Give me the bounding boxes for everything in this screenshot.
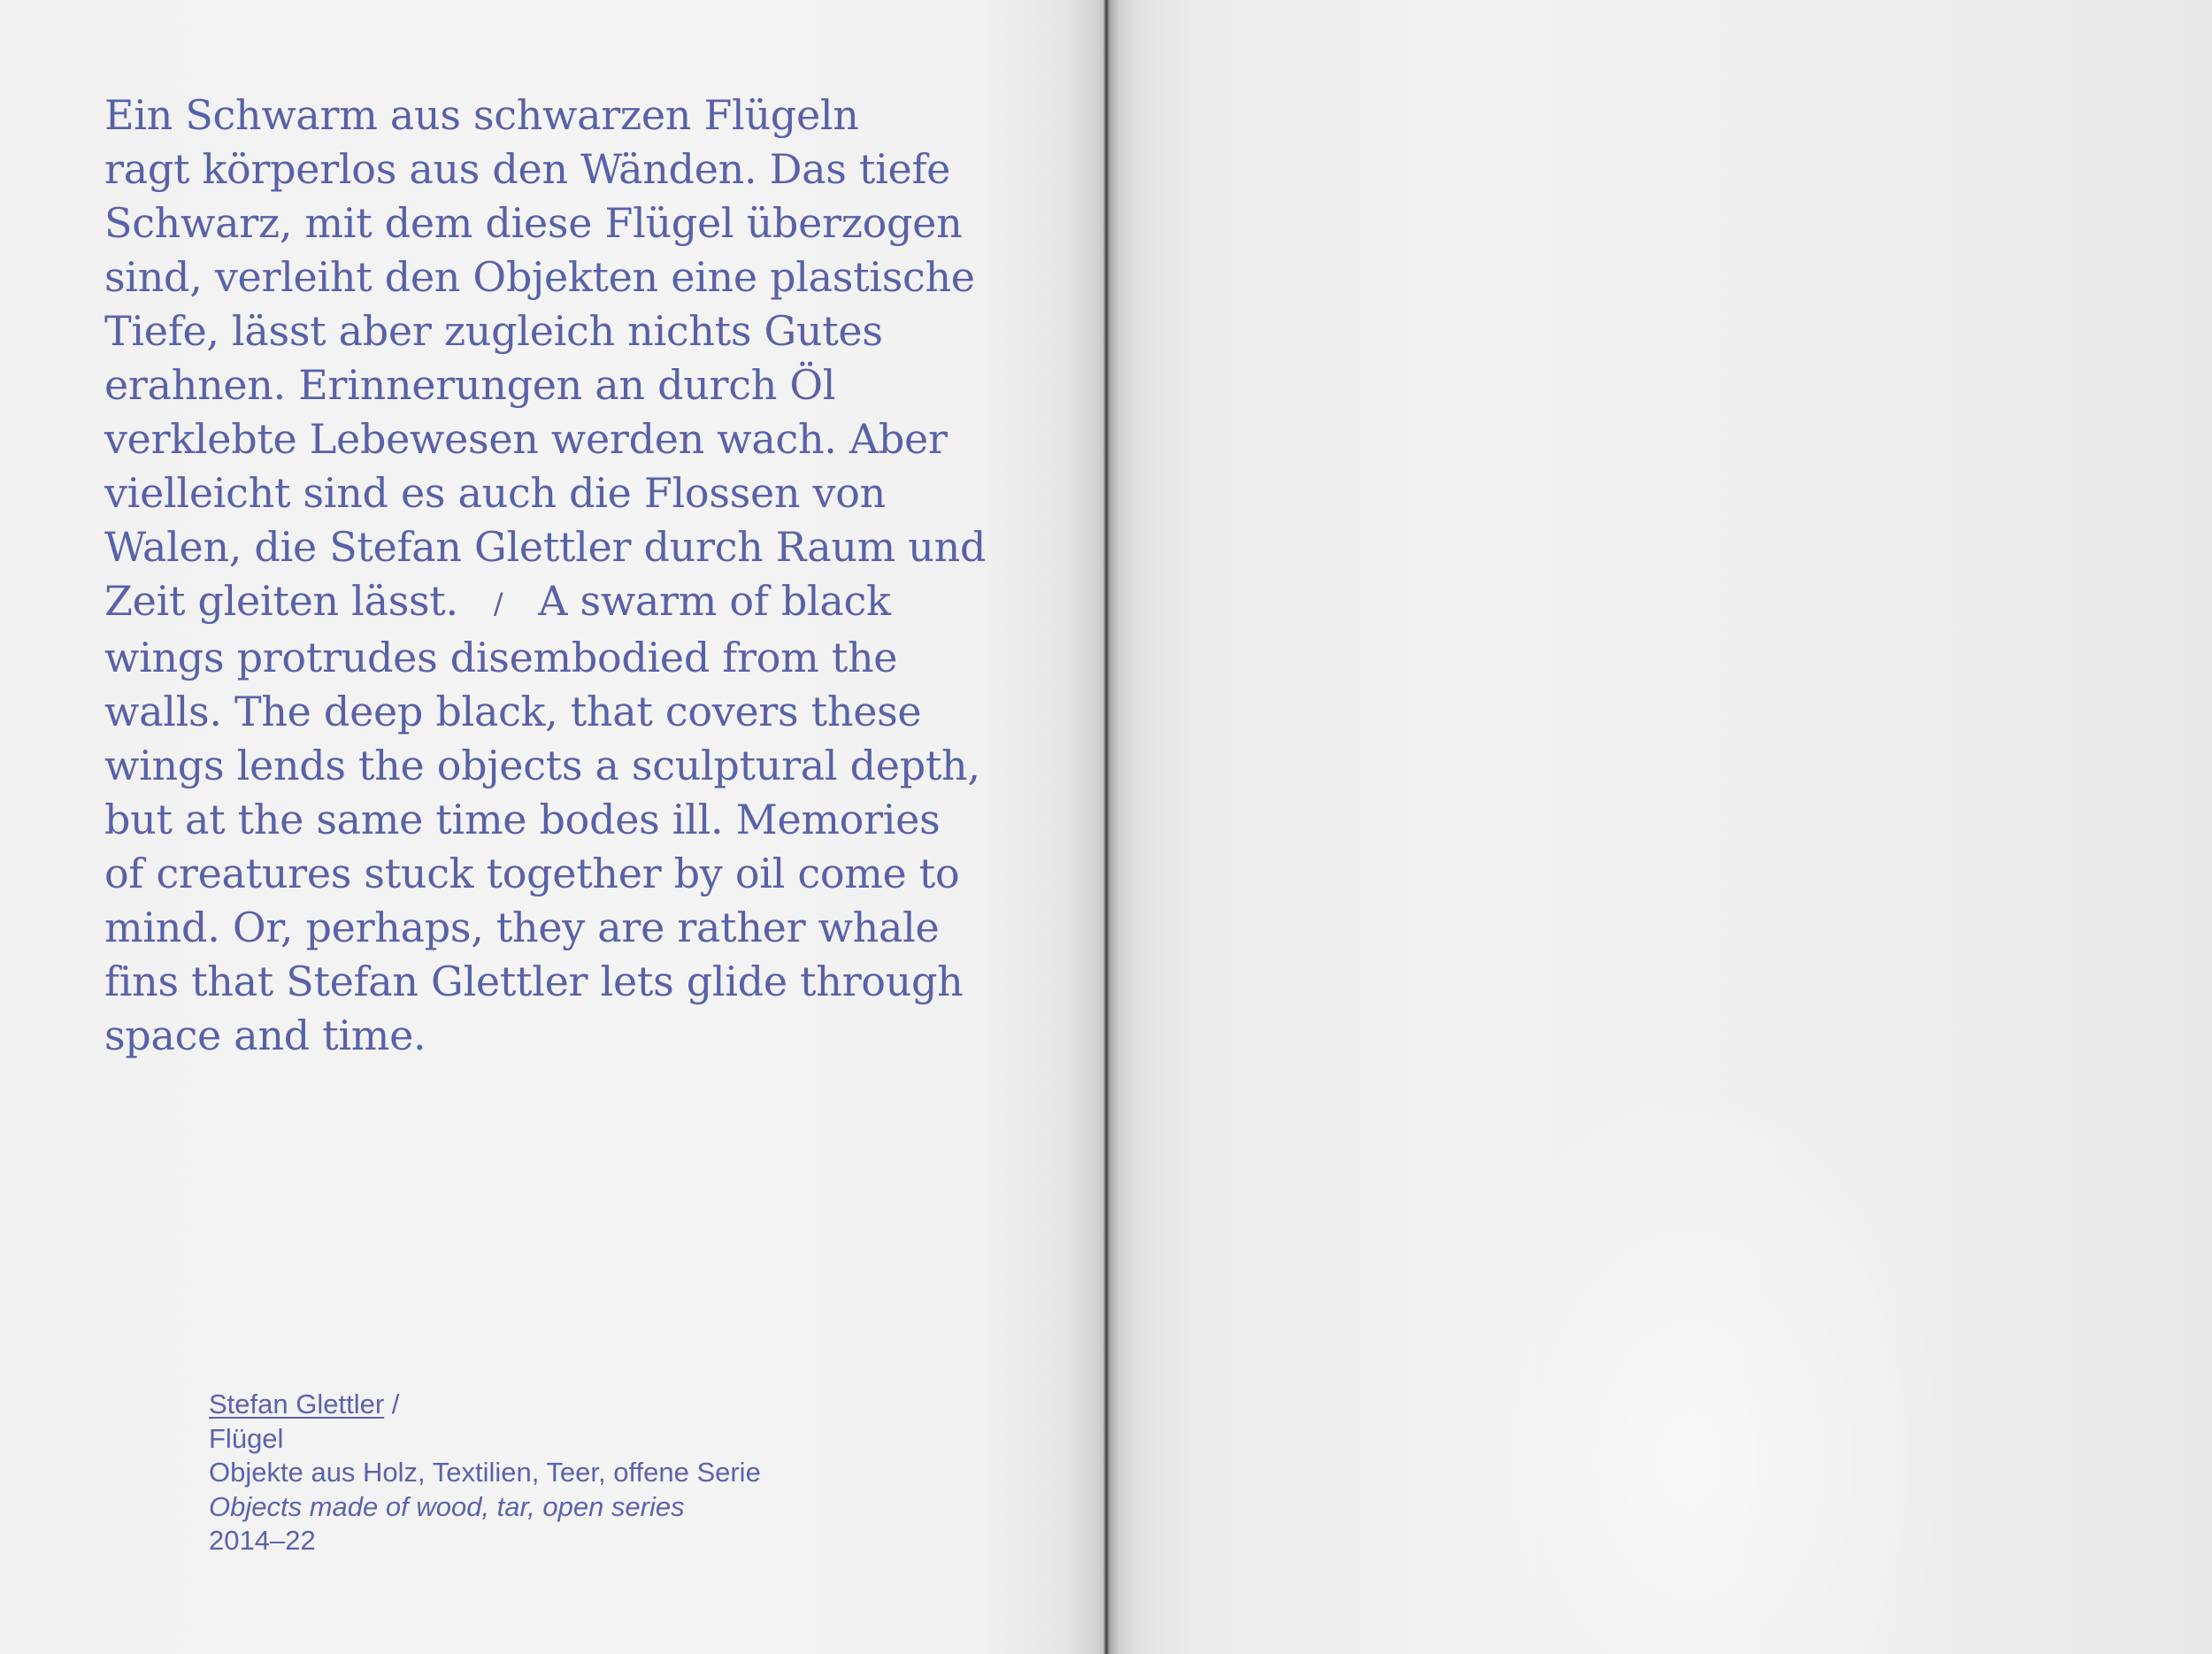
german-end: Zeit gleiten lässt. bbox=[104, 577, 458, 625]
text-line: wings protrudes disembodied from the bbox=[104, 634, 898, 681]
caption-materials-de: Objekte aus Holz, Textilien, Teer, offene Serie bbox=[209, 1457, 761, 1488]
book-gutter bbox=[1103, 0, 1109, 1654]
language-separator: / bbox=[493, 587, 503, 620]
text-line: of creatures stuck together by oil come to bbox=[104, 850, 960, 897]
body-text bbox=[104, 88, 989, 1063]
english-start: A swarm of black bbox=[538, 577, 891, 625]
caption-title: Flügel bbox=[209, 1422, 284, 1454]
text-line: but at the same time bodes ill. Memories bbox=[104, 796, 941, 843]
right-page bbox=[1106, 0, 2212, 1654]
text-line: vielleicht sind es auch die Flossen von bbox=[104, 469, 886, 517]
text-line: space and time. bbox=[104, 1012, 426, 1059]
text-line-mixed bbox=[104, 574, 989, 631]
artist-separator: / bbox=[384, 1389, 400, 1419]
text-line: Schwarz, mit dem diese Flügel überzogen bbox=[104, 199, 963, 247]
text-line: wings lends the objects a sculptural depth, bbox=[104, 742, 980, 789]
caption-years: 2014–22 bbox=[209, 1525, 316, 1556]
text-line: fins that Stefan Glettler lets glide through bbox=[104, 958, 964, 1005]
caption-materials-en: Objects made of wood, tar, open series bbox=[209, 1490, 685, 1522]
text-line: sind, verleiht den Objekten eine plastische bbox=[104, 253, 975, 301]
text-line: walls. The deep black, that covers these bbox=[104, 688, 922, 735]
text-line: mind. Or, perhaps, they are rather whale bbox=[104, 904, 940, 951]
artwork-caption bbox=[209, 1388, 761, 1558]
text-line: Ein Schwarm aus schwarzen Flügeln bbox=[104, 91, 859, 139]
artist-link[interactable]: Stefan Glettler bbox=[209, 1389, 385, 1419]
text-line: Walen, die Stefan Glettler durch Raum und bbox=[104, 523, 987, 571]
caption-artist-row bbox=[209, 1388, 761, 1422]
text-line: verklebte Lebewesen werden wach. Aber bbox=[104, 415, 948, 463]
text-line: ragt körperlos aus den Wänden. Das tiefe bbox=[104, 145, 951, 193]
text-line: Tiefe, lässt aber zugleich nichts Gutes bbox=[104, 307, 883, 355]
text-line: erahnen. Erinnerungen an durch Öl bbox=[104, 361, 836, 409]
